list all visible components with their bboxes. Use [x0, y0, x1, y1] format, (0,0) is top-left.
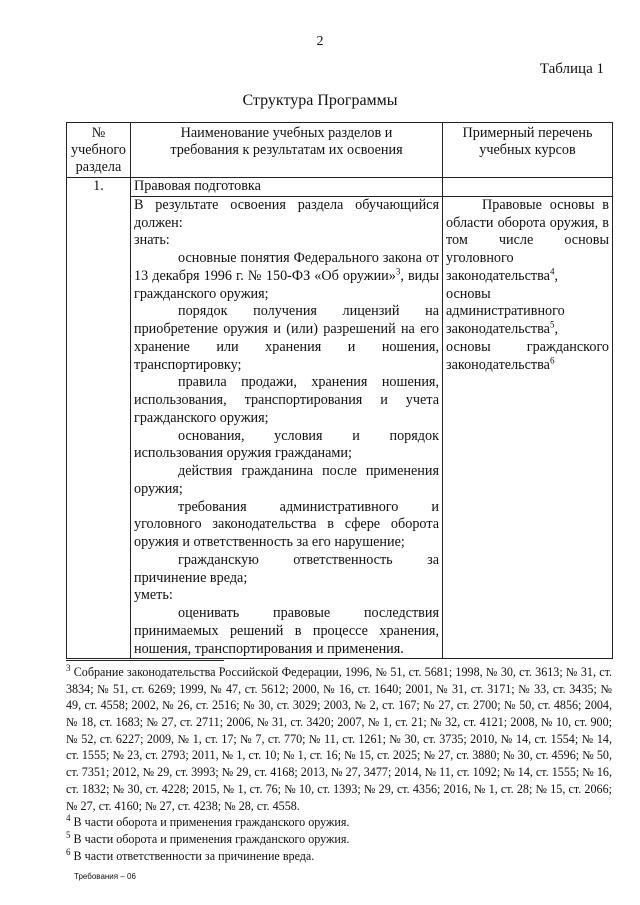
know-item: действия гражданина после применения оружия; — [134, 463, 439, 497]
header-courses: Примерный перечень учебных курсов — [443, 123, 613, 178]
know-item-text: , виды гражданского оружия; — [134, 267, 440, 302]
table-row — [67, 178, 613, 197]
can-item: оценивать правовые последствия принимаемых решений в процессе хранения, ношения, транспортирования и применения. — [134, 605, 439, 657]
footnote-number: 6 — [66, 846, 71, 857]
table-title: Структура Программы — [242, 92, 398, 109]
header-section-number: № учебного раздела — [67, 123, 131, 178]
footnote-text: Собрание законодательства Российской Федерации, 1996, № 51, ст. 5681; 1998, № 30, ст. 3613; № 31, ст. 3834; № 51, ст. 6269; 1999, № 47, ст. 5612; 2000, № 16, ст. 1640; 2001, № 31, ст. 3171; № 33, ст. 3435; № 49, ст. 4558; 2002, № 26, ст. 2516; № 30, ст. 3029; 2003, № 2, ст. 167; № 27, ст. 2700; № 50, ст. 4856; 2004, № 18, ст. 1683; № 27, ст. 2711; 2006, № 31, ст. 3420; 2007, № 1, ст. 21; № 32, ст. 4121; 2008, № 10, ст. 900; № 52, ст. 6227; 2009, № 1, ст. 17; № 7, ст. 770; № 11, ст. 1261; № 30, ст. 3735; 2010, № 14, ст. 1554; № 14, ст. 1555; № 23, ст. 2793; 2011, № 1, ст. 10; № 1, ст. 16; № 15, ст. 2025; № 27, ст. 3880; № 30, ст. 4596; № 50, ст. 7351; 2012, № 29, ст. 3993; № 29, ст. 4168; 2013, № 27, 3477; 2014, № 11, ст. 1092; № 14, ст. 1555; № 16, ст. 1832; № 30, ст. 4228; 2015, № 1, ст. 76; № 10, ст. 1393; № 29, ст. 4356; 2016, № 1, ст. 28; № 15, ст. 2066; № 27, ст. 4160; № 27, ст. 4238; № 28, ст. 4558. — [66, 665, 612, 813]
know-item: порядок получения лицензий на приобретение оружия и (или) разрешений на его хранение или хранения и ношения, транспортировку; — [134, 303, 439, 373]
course-text: основы административного законодательства — [446, 285, 565, 338]
footer-mark: Требования – 06 — [74, 872, 136, 881]
footnote-text: В части оборота и применения гражданского оружия. — [70, 831, 350, 846]
footnote-item — [66, 848, 612, 865]
course-item — [446, 286, 609, 339]
page-number: 2 — [316, 34, 324, 49]
know-item: основания, условия и порядок использования оружия гражданами; — [134, 427, 439, 462]
know-label: знать: — [134, 232, 170, 249]
table-row — [67, 196, 613, 659]
section-requirements — [131, 196, 443, 659]
footnote-divider — [66, 660, 224, 661]
program-structure-table — [66, 122, 613, 659]
know-list — [134, 250, 439, 587]
footnote-ref: 4 — [549, 266, 555, 277]
footnote-ref: 6 — [549, 354, 555, 365]
footnotes — [66, 664, 612, 864]
course-item — [446, 339, 609, 375]
footnote-ref: 5 — [549, 319, 555, 330]
can-label: уметь: — [134, 587, 173, 604]
know-item: правила продажи, хранения ношения, использования, транспортирования и учета гражданского оружия; — [134, 374, 439, 426]
course-punct: , — [554, 321, 558, 338]
footnote-number: 3 — [66, 662, 71, 673]
footnote-text: В части оборота и применения гражданского оружия. — [70, 815, 350, 830]
footnote-item — [66, 814, 612, 831]
course-item — [446, 197, 609, 286]
footnote-item — [66, 664, 612, 814]
course-text: Правовые основы в области оборота оружия, в том числе основы уголовного законодательства — [446, 196, 609, 284]
know-item: гражданскую ответственность за причинение вреда; — [134, 551, 439, 586]
table-header-row — [67, 123, 613, 178]
can-list — [134, 605, 439, 658]
know-item-text: основные понятия Федерального закона от 13 декабря 1996 г. № 150-ФЗ «Об оружии» — [134, 250, 439, 284]
intro-line-1: В результате освоения раздела обучающийся — [134, 196, 439, 213]
footnote-number: 5 — [66, 829, 71, 840]
know-item: требования административного и уголовного законодательства в сфере оборота оружия и ответственность за его нарушение; — [134, 498, 439, 551]
intro-line-2: должен: — [134, 214, 183, 231]
section-title-blank — [443, 178, 613, 197]
footnote-item — [66, 831, 612, 848]
section-title: Правовая подготовка — [131, 178, 443, 197]
header-section-name: Наименование учебных разделов и требования к результатам их освоения — [131, 123, 443, 178]
footnote-number: 4 — [66, 813, 71, 824]
footnote-text: В части ответственности за причинение вреда. — [70, 848, 315, 863]
footnote-ref: 3 — [395, 266, 401, 277]
course-punct: , — [554, 267, 558, 284]
know-item — [134, 250, 439, 303]
table-label: Таблица 1 — [539, 61, 604, 77]
courses-list — [446, 197, 609, 375]
courses-cell — [443, 196, 613, 659]
section-number: 1. — [67, 178, 131, 659]
course-text: основы гражданского законодательства — [446, 338, 609, 373]
